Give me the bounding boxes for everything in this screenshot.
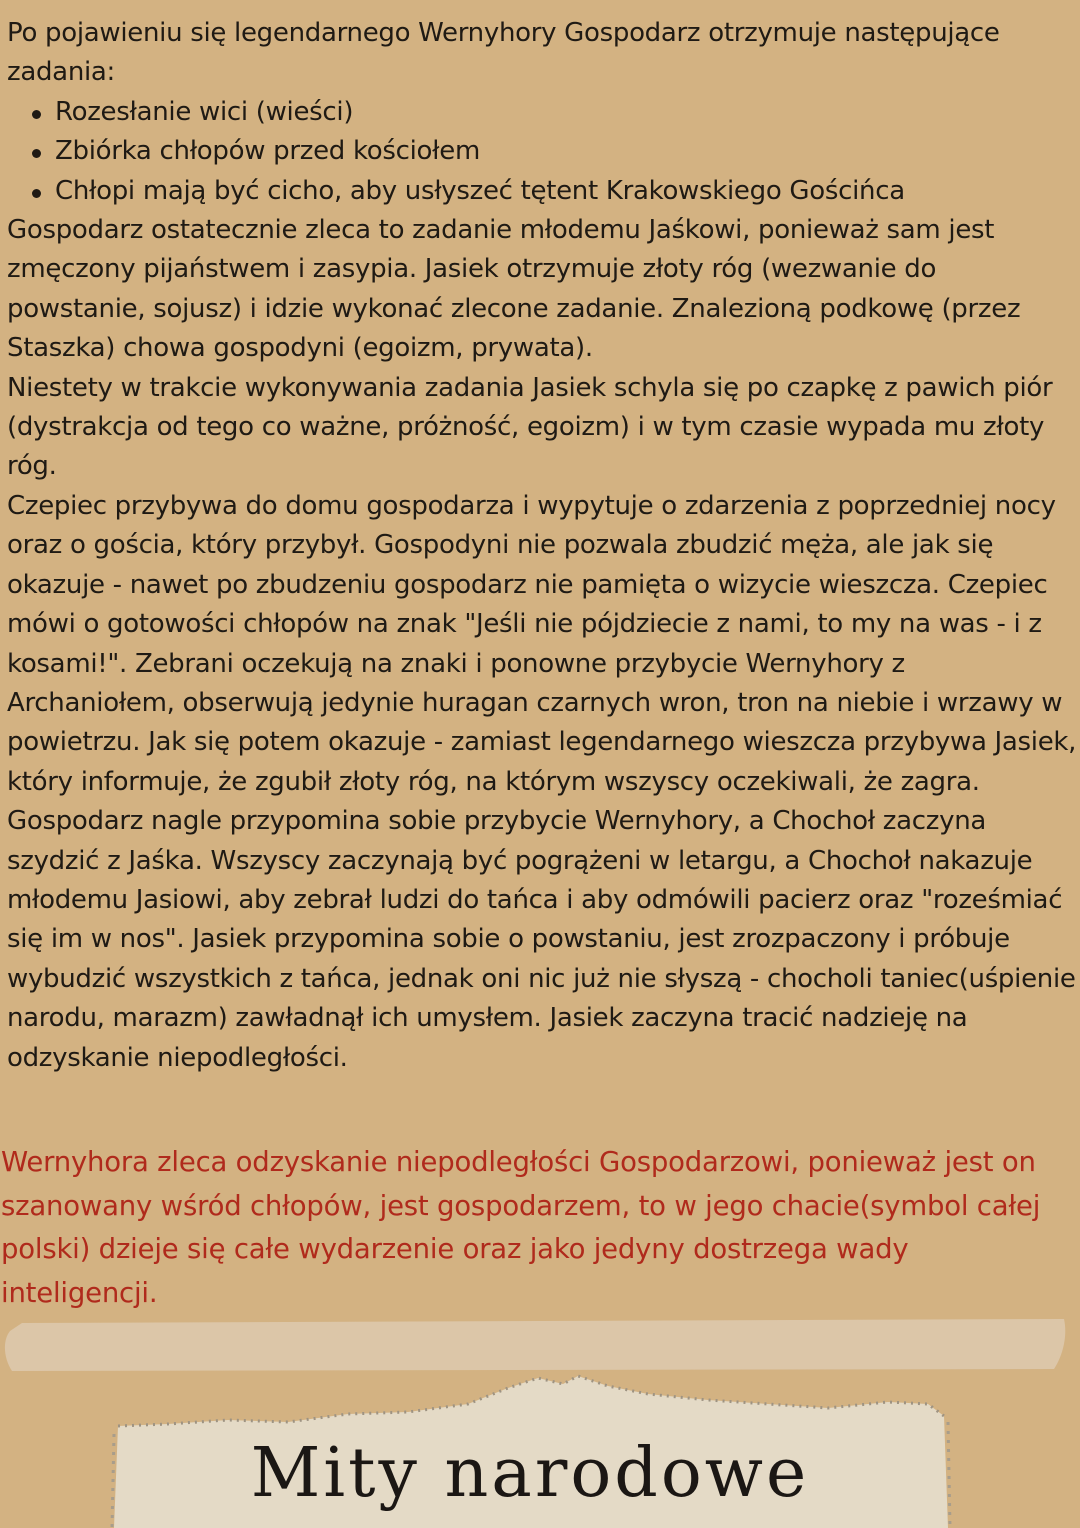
- intro-paragraph: Po pojawieniu się legendarnego Wernyhory Gospodarz otrzymuje następujące zadania:: [7, 18, 1000, 88]
- paragraph-jasiek-task: Gospodarz ostatecznie zleca to zadanie młodemu Jaśkowi, ponieważ sam jest zmęczony pijaństwem i zasypia. Jasiek otrzymuje złoty róg (wezwanie do powstanie, sojusz) i idzie wykonać zlecone zadanie. Znalezioną podkowę (przez Staszka) chowa gospodyni (egoizm, prywata).: [7, 215, 1021, 364]
- task-list: [7, 93, 1077, 211]
- task-item: Zbiórka chłopów przed kościołem: [29, 132, 1077, 171]
- task-item: Rozesłanie wici (wieści): [29, 93, 1077, 132]
- main-text: [7, 14, 1077, 1078]
- paragraph-czepiec: Czepiec przybywa do domu gospodarza i wypytuje o zdarzenia z poprzedniej nocy oraz o gościa, który przybył. Gospodyni nie pozwala zbudzić męża, ale jak się okazuje - nawet po zbudzeniu gospodarz nie pamięta o wizycie wieszcza. Czepiec mówi o gotowości chłopów na znak "Jeśli nie pójdziecie z nami, to my na was - i z kosami!". Zebrani oczekują na znaki i ponowne przybycie Wernyhory z Archaniołem, obserwują jedynie huragan czarnych wron, tron na niebie i wrzawy w powietrzu. Jak się potem okazuje - zamiast legendarnego wieszcza przybywa Jasiek, który informuje, że zgubił złoty róg, na którym wszyscy oczekiwali, że zagra. Gospodarz nagle przypomina sobie przybycie Wernyhory, a Chochoł zaczyna szydzić z Jaśka. Wszyscy zaczynają być pogrążeni w letargu, a Chochoł nakazuje młodemu Jasiowi, aby zebrał ludzi do tańca i aby odmówili pacierz oraz "roześmiać się im w nos". Jasiek przypomina sobie o powstaniu, jest zrozpaczony i próbuje wybudzić wszystkich z tańca, jednak oni nic już nie słyszą - chocholi taniec(uśpienie narodu, marazm) zawładnął ich umysłem. Jasiek zaczyna tracić nadzieję na odzyskanie niepodległości.: [7, 490, 1077, 1073]
- decorative-tape: [4, 1319, 1070, 1371]
- task-item: Chłopi mają być cicho, aby usłyszeć tętent Krakowskiego Gościńca: [29, 172, 1077, 211]
- paragraph-lost-horn: Niestety w trakcie wykonywania zadania Jasiek schyla się po czapkę z pawich piór (dystrakcja od tego co ważne, próżność, egoizm) i w tym czasie wypada mu złoty róg.: [7, 372, 1053, 482]
- footer-title: Mity narodowe: [250, 1434, 810, 1513]
- highlight-paragraph: Wernyhora zleca odzyskanie niepodległości Gospodarzowi, ponieważ jest on szanowany wśród chłopów, jest gospodarzem, to w jego chacie(symbol całej polski) dzieje się całe wydarzenie oraz jako jedyny dostrzega wady inteligencji.: [1, 1146, 1041, 1309]
